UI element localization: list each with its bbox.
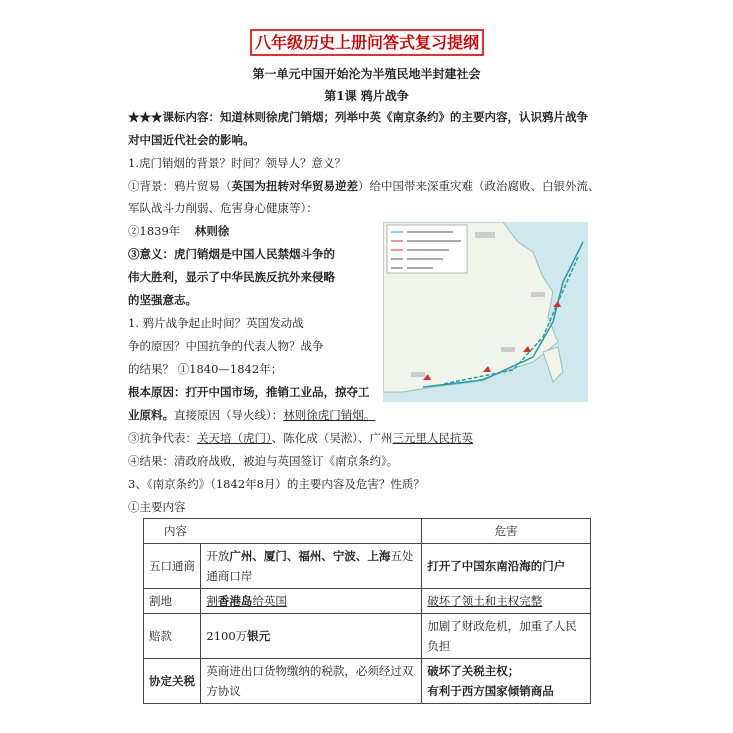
table-row: [144, 589, 591, 614]
opium-war-map: [383, 222, 588, 402]
q2-line-3: 的结果？ ①1840—1842年；: [128, 362, 283, 376]
q1-background-2: 军队战斗力削弱、危害身心健康等）：: [128, 201, 318, 215]
q2-fighters: ③抗争代表：关天培（虎门）、陈化成（吴淞）、广州三元里人民抗英: [128, 431, 473, 445]
q3-sub: ①主要内容: [128, 500, 186, 514]
table-head-harm: 危害: [422, 519, 591, 544]
row-label: 五口通商: [144, 544, 201, 589]
q2-direct-cause: 业原料。直接原因（导火线）：林则徐虎门销烟。: [128, 408, 376, 422]
row-label: 协定关税: [144, 659, 201, 704]
q1-meaning-3: 的坚强意志。: [128, 293, 197, 307]
q3-question: 3、《南京条约》（1842年8月）的主要内容及危害？性质？: [128, 477, 425, 491]
table-row: [144, 614, 591, 659]
q1-background: ①背景：鸦片贸易（英国为扭转对华贸易逆差）给中国带来深重灾难（政治腐败、白银外流、: [128, 179, 600, 193]
row-content: 英商进出口货物缴纳的税款，必须经过双方协议: [201, 659, 422, 704]
table-header-row: [144, 519, 591, 544]
row-harm: 破坏了领土和主权完整: [422, 589, 591, 614]
doc-title-box: [250, 29, 484, 56]
unit-title: 第一单元中国开始沦为半殖民地半封建社会: [252, 67, 481, 81]
q1-meaning-2: 伟大胜利，显示了中华民族反抗外来侵略: [128, 270, 335, 284]
q2-line-2: 争的原因？中国抗争的代表人物？战争: [128, 339, 324, 353]
lesson-title: 第1课 鸦片战争: [324, 89, 409, 103]
q1-time: ②1839年 林则徐: [128, 224, 230, 238]
row-harm: 破坏了关税主权； 有利于西方国家倾销商品: [422, 659, 591, 704]
row-content: 割香港岛给英国: [201, 589, 422, 614]
row-label: 割地: [144, 589, 201, 614]
standard-line-2: 对中国近代社会的影响。: [128, 133, 255, 147]
q1-question: 1.虎门销烟的背景？时间？领导人？意义？: [128, 156, 346, 170]
q2-line-1: 1. 鸦片战争起止时间？英国发动战: [128, 316, 304, 330]
map-image: [383, 222, 588, 402]
row-content: 开放广州、厦门、福州、宁波、上海五处通商口岸: [201, 544, 422, 589]
row-content: 2100万银元: [201, 614, 422, 659]
row-label: 赔款: [144, 614, 201, 659]
q1-meaning-1: ③意义：虎门销烟是中国人民禁烟斗争的: [128, 247, 335, 261]
row-harm: 打开了中国东南沿海的门户: [422, 544, 591, 589]
q2-result: ④结果：清政府战败，被迫与英国签订《南京条约》。: [128, 454, 399, 468]
q2-root-cause: 根本原因：打开中国市场，推销工业品，掠夺工: [128, 385, 370, 399]
standard-line-1: ★★★课标内容：知道林则徐虎门销烟；列举中英《南京条约》的主要内容，认识鸦片战争: [128, 110, 588, 124]
table-head-content: 内容: [144, 519, 422, 544]
doc-title: 八年级历史上册问答式复习提纲: [254, 33, 479, 52]
table-row: [144, 659, 591, 704]
row-harm: 加剧了财政危机，加重了人民负担: [422, 614, 591, 659]
table-row: [144, 544, 591, 589]
treaty-table: [143, 518, 591, 704]
